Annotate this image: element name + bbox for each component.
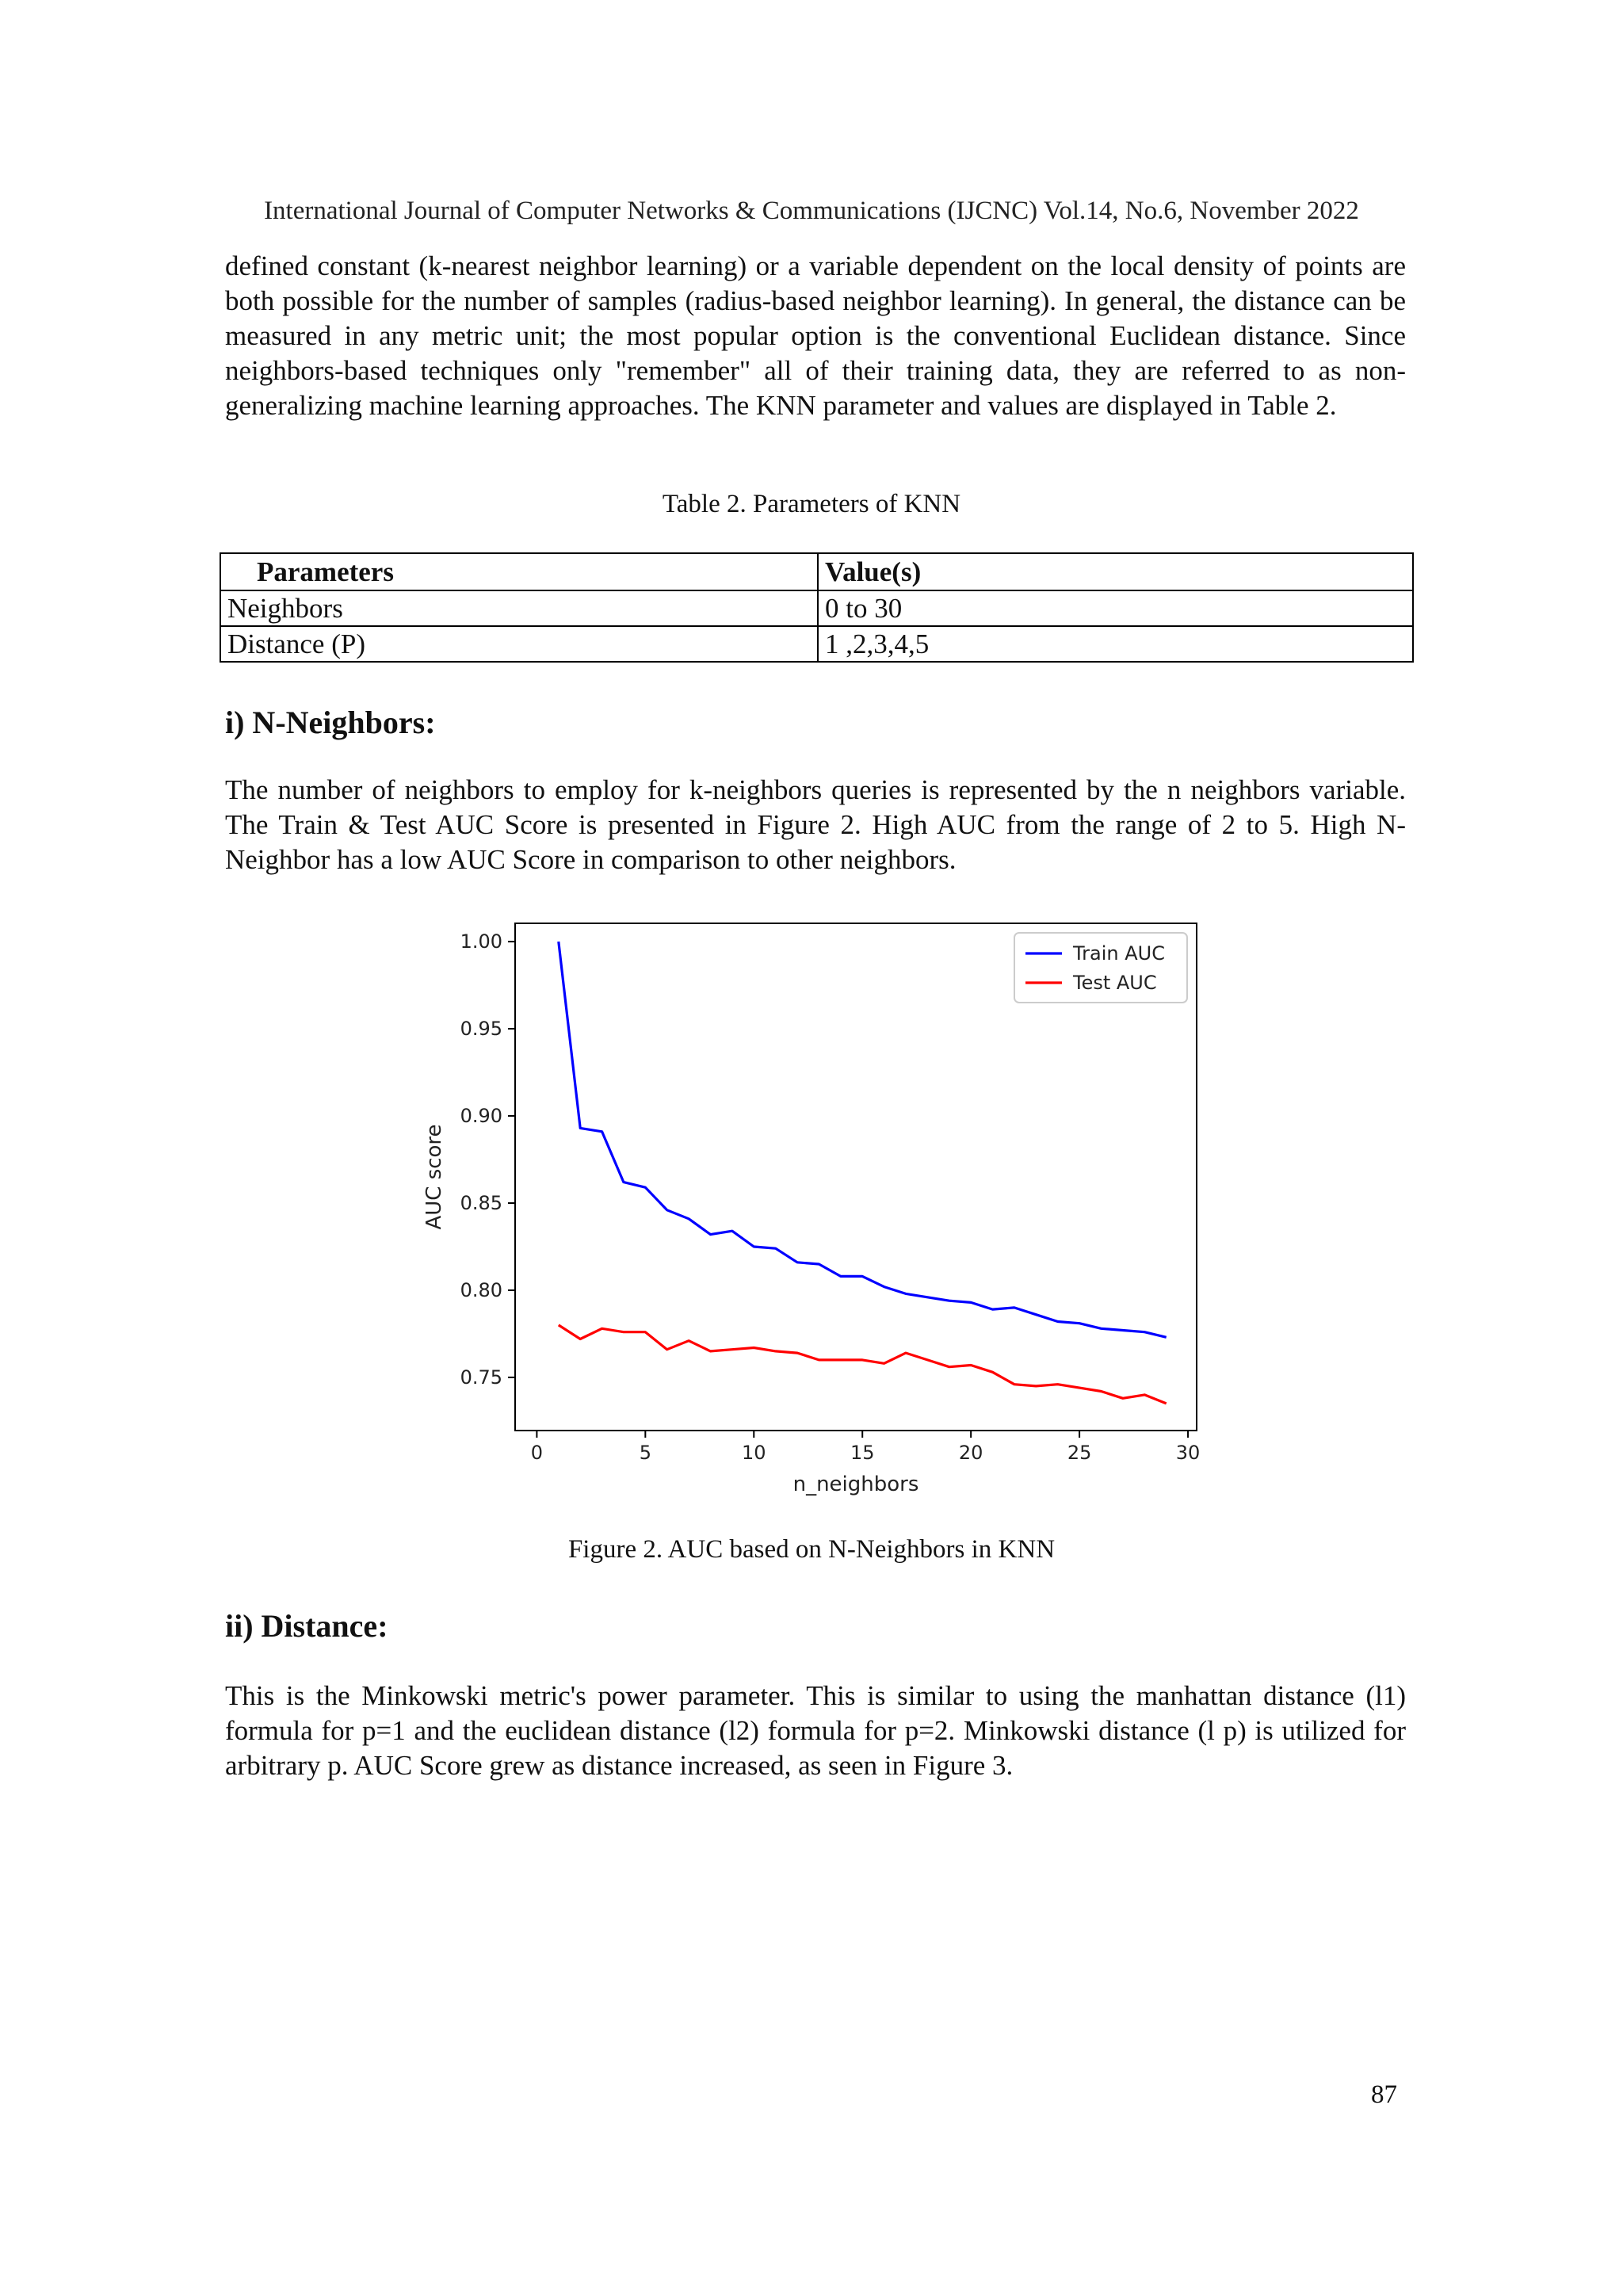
table-cell: 0 to 30 <box>818 590 1413 626</box>
distance-paragraph: This is the Minkowski metric's power parameter. This is similar to using the manhattan distance (l1) formula for p=1 and the euclidean distance (l2) formula for p=2. Minkowski distance (l p) is utilized for arbitrary p. AUC Score grew as distance increased, as seen in Figure 3. <box>225 1680 1406 1781</box>
y-tick-label: 0.85 <box>460 1191 502 1214</box>
table-cell: Distance (P) <box>220 626 818 662</box>
table-row <box>220 590 1413 626</box>
table-cell: Neighbors <box>220 590 818 626</box>
n-neighbors-paragraph: The number of neighbors to employ for k-neighbors queries is represented by the n neighbors variable. The Train & Test AUC Score is presented in Figure 2. High AUC from the range of 2 to 5. High N-Neighbor has a low AUC Score in comparison to other neighbors. <box>225 774 1406 875</box>
table-caption: Table 2. Parameters of KNN <box>662 490 961 518</box>
table-header-parameters: Parameters <box>220 553 818 590</box>
section-heading-distance: ii) Distance: <box>225 1608 388 1644</box>
y-axis-label: AUC score <box>422 1124 446 1230</box>
y-tick-label: 0.90 <box>460 1105 502 1128</box>
x-tick-label: 20 <box>958 1442 983 1464</box>
y-tick-label: 0.80 <box>460 1278 502 1301</box>
legend-label: Test AUC <box>1073 972 1157 994</box>
x-tick-label: 10 <box>742 1442 766 1464</box>
legend-label: Train AUC <box>1073 942 1165 965</box>
table-header-row <box>220 553 1413 590</box>
auc-chart <box>412 915 1220 1502</box>
table-cell: 1 ,2,3,4,5 <box>818 626 1413 662</box>
figure-caption: Figure 2. AUC based on N-Neighbors in KNN <box>567 1535 1056 1564</box>
y-tick-label: 0.75 <box>460 1366 502 1389</box>
intro-paragraph: defined constant (k-nearest neighbor learning) or a variable dependent on the local density of points are both possible for the number of samples (radius-based neighbor learning). In general, the distance can be measured in any metric unit; the most popular option is the conventional Euclidean distance. Since neighbors-based techniques only "remember" all of their training data, they are referred to as non-generalizing machine learning approaches. The KNN parameter and values are displayed in Table 2. <box>225 250 1406 421</box>
series-line-test-auc <box>559 1325 1167 1404</box>
y-tick-label: 1.00 <box>460 930 502 953</box>
table-header-values: Value(s) <box>818 553 1413 590</box>
x-tick-label: 15 <box>850 1442 875 1464</box>
parameters-table <box>220 552 1414 663</box>
x-tick-label: 0 <box>530 1442 544 1464</box>
y-tick-label: 0.95 <box>460 1018 502 1041</box>
x-tick-label: 25 <box>1067 1442 1092 1464</box>
page-number: 87 <box>1371 2080 1397 2109</box>
table-row <box>220 626 1413 662</box>
journal-header: International Journal of Computer Networks & Communications (IJCNC) Vol.14, No.6, November 2022 <box>264 197 1359 225</box>
x-tick-label: 5 <box>639 1442 651 1464</box>
section-heading-n-neighbors: i) N-Neighbors: <box>225 705 436 740</box>
x-tick-label: 30 <box>1175 1442 1201 1464</box>
x-axis-label: n_neighbors <box>792 1473 919 1496</box>
